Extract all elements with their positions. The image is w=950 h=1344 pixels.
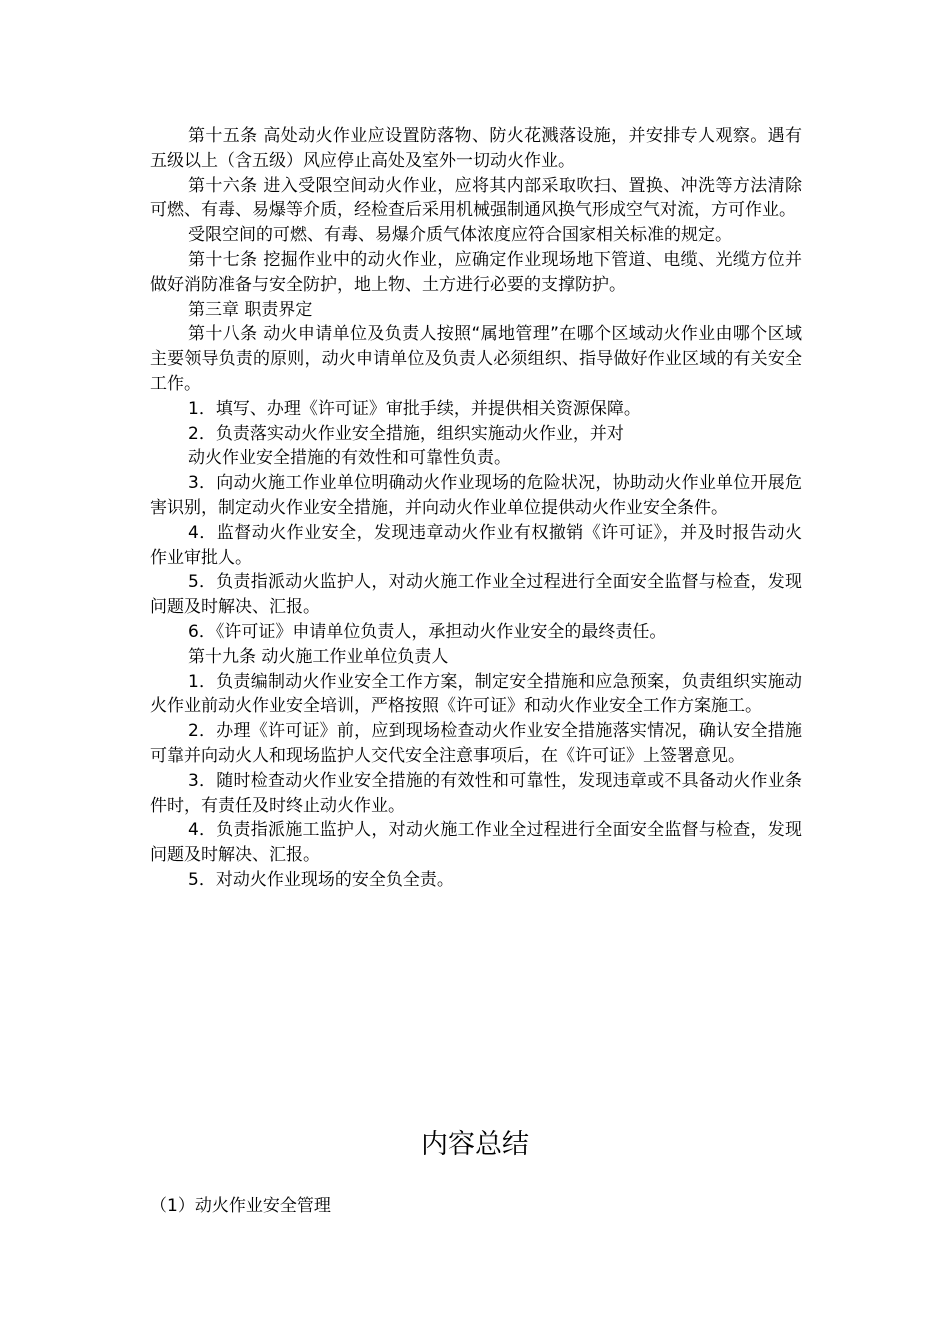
summary-item: （1）动火作业安全管理: [150, 1196, 331, 1216]
list-item: 1．负责编制动火作业安全工作方案，制定安全措施和应急预案，负责组织实施动火作业前动火作业安全培训，严格按照《许可证》和动火作业安全工作方案施工。: [150, 671, 802, 717]
paragraph-confined-space-standard: 受限空间的可燃、有毒、易爆介质气体浓度应符合国家相关标准的规定。: [188, 225, 732, 246]
list-item: 2．负责落实动火作业安全措施，组织实施动火作业，并对: [188, 423, 624, 444]
paragraph-article-19: 第十九条 动火施工作业单位负责人: [188, 646, 449, 667]
paragraph-article-18: 第十八条 动火申请单位及负责人按照“属地管理”在哪个区域动火作业由哪个区域主要领导负责的原则，动火申请单位及负责人必须组织、指导做好作业区域的有关安全工作。: [150, 324, 802, 394]
list-item: 5．负责指派动火监护人，对动火施工作业全过程进行全面安全监督与检查，发现问题及时解决、汇报。: [150, 572, 802, 618]
summary-title: 内容总结: [421, 1129, 529, 1160]
paragraph-article-17: 第十七条 挖掘作业中的动火作业，应确定作业现场地下管道、电缆、光缆方位并做好消防准备与安全防护，地上物、土方进行必要的支撑防护。: [150, 249, 802, 295]
list-item: 4．负责指派施工监护人，对动火施工作业全过程进行全面安全监督与检查，发现问题及时解决、汇报。: [150, 820, 802, 866]
document-body: [150, 124, 802, 893]
list-item: 2．办理《许可证》前，应到现场检查动火作业安全措施落实情况，确认安全措施可靠并向动火人和现场监护人交代安全注意事项后，在《许可证》上签署意见。: [150, 721, 802, 766]
list-item: 4．监督动火作业安全，发现违章动火作业有权撤销《许可证》，并及时报告动火作业审批人。: [150, 522, 802, 568]
list-item: 3．向动火施工作业单位明确动火作业现场的危险状况，协助动火作业单位开展危害识别，制定动火作业安全措施，并向动火作业单位提供动火作业安全条件。: [150, 473, 802, 518]
list-item: 1．填写、办理《许可证》审批手续，并提供相关资源保障。: [188, 398, 641, 419]
paragraph-article-16: 第十六条 进入受限空间动火作业，应将其内部采取吹扫、置换、冲洗等方法清除可燃、有毒、易爆等介质，经检查后采用机械强制通风换气形成空气对流，方可作业。: [150, 175, 802, 221]
list-item: 3．随时检查动火作业安全措施的有效性和可靠性，发现违章或不具备动火作业条件时，有责任及时终止动火作业。: [150, 770, 802, 816]
list-item-continuation: 动火作业安全措施的有效性和可靠性负责。: [188, 448, 511, 469]
list-item: 6．《许可证》申请单位负责人，承担动火作业安全的最终责任。: [188, 621, 667, 642]
paragraph-article-15: 第十五条 高处动火作业应设置防落物、防火花溅落设施，并安排专人观察。遇有五级以上（含五级）风应停止高处及室外一切动火作业。: [150, 126, 802, 171]
list-item: 5．对动火作业现场的安全负全责。: [188, 869, 454, 890]
chapter-heading: 第三章 职责界定: [188, 299, 313, 320]
